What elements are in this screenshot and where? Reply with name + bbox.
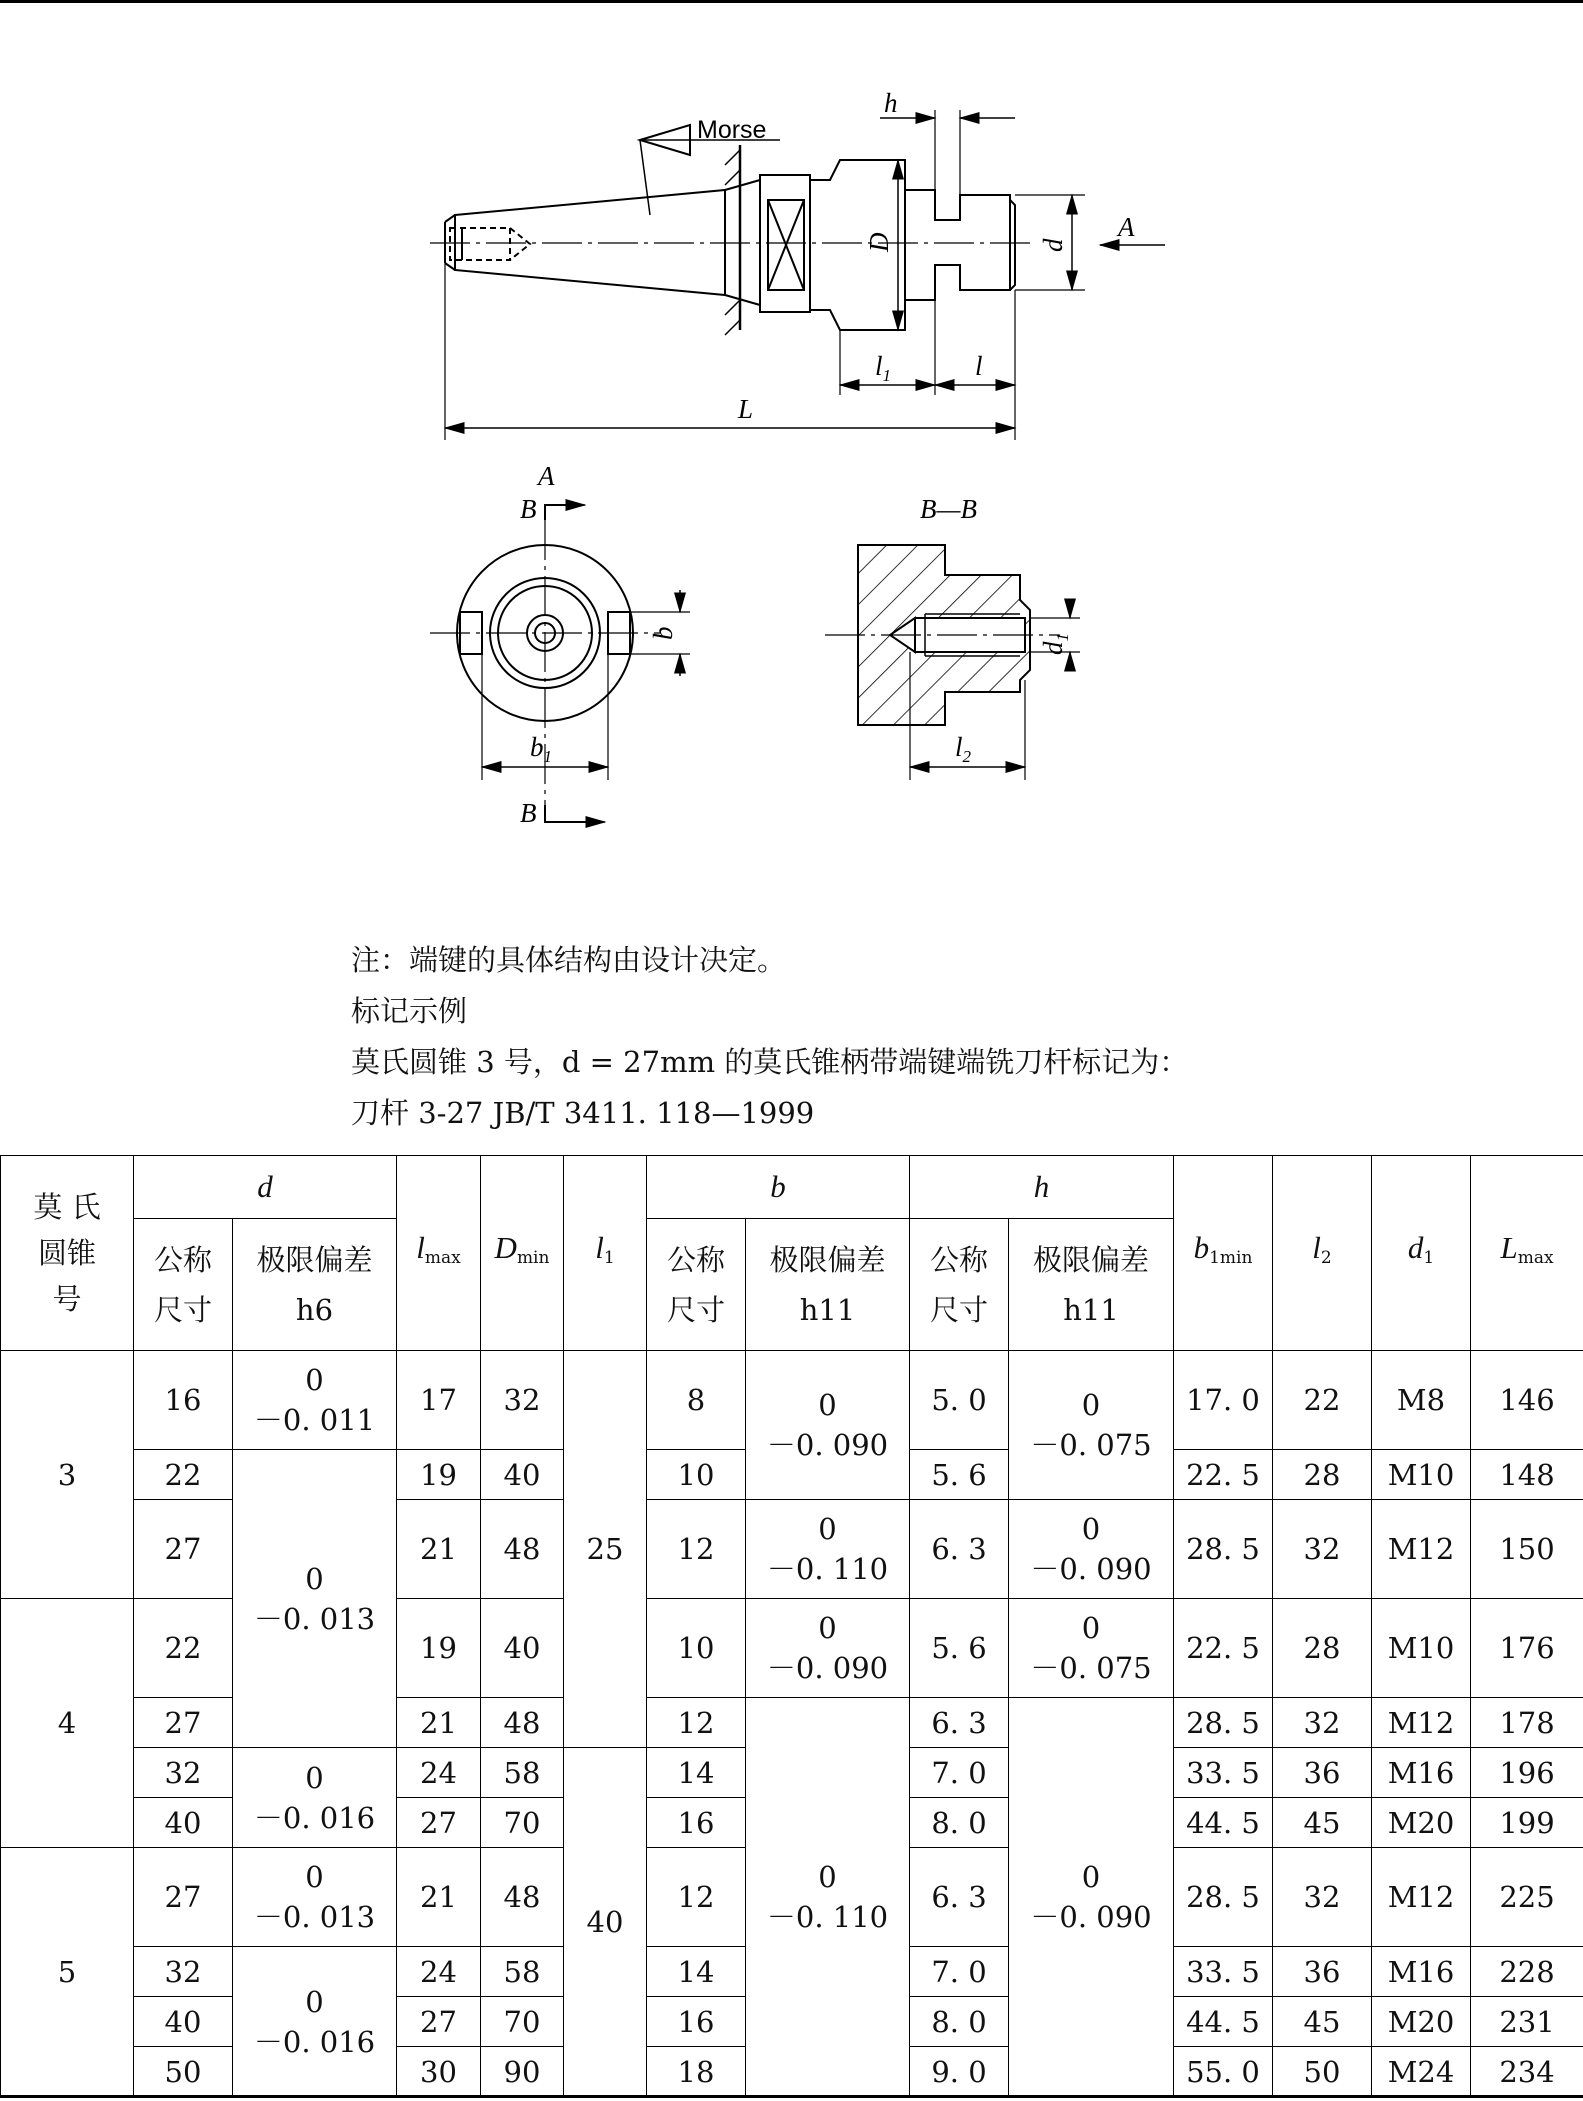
header-d: d [134,1156,397,1219]
l2: 32 [1273,1500,1372,1599]
d-nominal: 32 [134,1748,233,1798]
b-nominal: 16 [647,1798,746,1848]
section-title: B—B [920,494,977,524]
l-max: 19 [397,1599,481,1698]
l2: 32 [1273,1698,1372,1748]
D-min: 70 [481,1798,564,1848]
b1-min: 28. 5 [1174,1698,1273,1748]
h-tol: 0 －0. 090 [1009,1500,1174,1599]
header-d1: $d_1$ [1372,1156,1471,1351]
l2: 28 [1273,1599,1372,1698]
L-max: 234 [1471,2047,1583,2097]
h-tol: 0 －0. 075 [1009,1599,1174,1698]
dim-b1-label: $b_1$ [530,732,552,766]
l2: 32 [1273,1848,1372,1947]
dim-l-label: l [975,351,983,381]
d-tol: 0 －0. 013 [233,1848,397,1947]
spec-table [0,1155,1583,2097]
d-nominal: 27 [134,1848,233,1947]
header-l1: $l_1$ [564,1156,647,1351]
notes-block [351,935,1188,1139]
l-max: 27 [397,1798,481,1848]
D-min: 58 [481,1947,564,1997]
l-max: 27 [397,1997,481,2047]
b1-min: 22. 5 [1174,1599,1273,1698]
b-tol: 0 －0. 090 [746,1351,910,1500]
d1: M24 [1372,2047,1471,2097]
h-nominal: 7. 0 [910,1947,1009,1997]
morse-label: Morse [697,116,767,144]
header-b-tol: 极限偏差 h11 [746,1219,910,1351]
D-min: 40 [481,1599,564,1698]
header-b-nominal: 公称 尺寸 [647,1219,746,1351]
example-mark: 刀杆 3-27 JB/T 3411. 118—1999 [351,1096,815,1130]
b-tol: 0 －0. 110 [746,1698,910,2097]
header-d-tol: 极限偏差 h6 [233,1219,397,1351]
d1: M8 [1372,1351,1471,1450]
L-max: 178 [1471,1698,1583,1748]
b1-min: 33. 5 [1174,1947,1273,1997]
header-b: b [647,1156,910,1219]
l-max: 24 [397,1748,481,1798]
header-morse-no: 莫 氏 圆锥号 [1,1156,134,1351]
section-B-bottom: B [520,798,537,828]
dim-l2-label: $l_2$ [955,732,972,766]
l-max: 30 [397,2047,481,2097]
d1: M12 [1372,1848,1471,1947]
dim-d1-label: $d_1$ [1038,633,1072,655]
dim-h-label: h [884,88,898,118]
section-marker-A: A [538,461,555,491]
D-min: 40 [481,1450,564,1500]
b1-min: 28. 5 [1174,1500,1273,1599]
dim-D-label: D [864,232,894,252]
h-tol: 0 －0. 075 [1009,1351,1174,1500]
l2: 28 [1273,1450,1372,1500]
d1: M12 [1372,1698,1471,1748]
d-nominal: 40 [134,1798,233,1848]
bottom-rule [0,2095,1583,2098]
d-tol: 0 －0. 016 [233,1947,397,2097]
section-BB [825,545,1080,780]
h-nominal: 8. 0 [910,1798,1009,1848]
note-text: 注：端键的具体结构由设计决定。 [351,943,787,977]
header-L-max: $L_{max}$ [1471,1156,1583,1351]
h-nominal: 5. 0 [910,1351,1009,1450]
h-tol: 0 －0. 090 [1009,1698,1174,2097]
example-text: 莫氏圆锥 3 号，d = 27mm 的莫氏锥柄带端键端铣刀杆标记为： [351,1045,1189,1079]
b-nominal: 14 [647,1748,746,1798]
d-tol: 0 －0. 016 [233,1748,397,1848]
b-tol: 0 －0. 090 [746,1599,910,1698]
D-min: 32 [481,1351,564,1450]
dim-L-label: L [738,394,754,424]
b1-min: 17. 0 [1174,1351,1273,1450]
l2: 45 [1273,1798,1372,1848]
b-nominal: 8 [647,1351,746,1450]
b1-min: 33. 5 [1174,1748,1273,1798]
l2: 45 [1273,1997,1372,2047]
d1: M20 [1372,1798,1471,1848]
l2: 36 [1273,1947,1372,1997]
d-tol: 0 －0. 011 [233,1351,397,1450]
b-nominal: 16 [647,1997,746,2047]
morse-cell: 3 [1,1351,134,1599]
b1-min: 28. 5 [1174,1848,1273,1947]
example-title: 标记示例 [351,994,468,1028]
b1-min: 44. 5 [1174,1798,1273,1848]
d-nominal: 27 [134,1500,233,1599]
header-h-nominal: 公称 尺寸 [910,1219,1009,1351]
l-max: 21 [397,1848,481,1947]
b-tol: 0 －0. 110 [746,1500,910,1599]
l2: 36 [1273,1748,1372,1798]
header-h-tol: 极限偏差 h11 [1009,1219,1174,1351]
d1: M10 [1372,1450,1471,1500]
L-max: 148 [1471,1450,1583,1500]
d-nominal: 22 [134,1450,233,1500]
h-nominal: 9. 0 [910,2047,1009,2097]
dim-b-label: b [648,626,678,640]
L-max: 199 [1471,1798,1583,1848]
L-max: 228 [1471,1947,1583,1997]
l-max: 19 [397,1450,481,1500]
L-max: 225 [1471,1848,1583,1947]
l1-cell: 40 [564,1748,647,2097]
b-nominal: 12 [647,1500,746,1599]
D-min: 48 [481,1848,564,1947]
l-max: 17 [397,1351,481,1450]
header-D-min: $D_{min}$ [481,1156,564,1351]
morse-cell: 4 [1,1599,134,1848]
d-nominal: 16 [134,1351,233,1450]
d-nominal: 50 [134,2047,233,2097]
l-max: 21 [397,1698,481,1748]
d-nominal: 40 [134,1997,233,2047]
morse-cell: 5 [1,1848,134,2097]
l-max: 21 [397,1500,481,1599]
b-nominal: 10 [647,1450,746,1500]
b1-min: 22. 5 [1174,1450,1273,1500]
d-nominal: 27 [134,1698,233,1748]
D-min: 90 [481,2047,564,2097]
D-min: 70 [481,1997,564,2047]
header-b1-min: $b_{1min}$ [1174,1156,1273,1351]
L-max: 196 [1471,1748,1583,1798]
d1: M20 [1372,1997,1471,2047]
d1: M10 [1372,1599,1471,1698]
h-nominal: 8. 0 [910,1997,1009,2047]
dim-l1-label: $l_1$ [875,351,892,385]
header-h: h [910,1156,1174,1219]
b1-min: 55. 0 [1174,2047,1273,2097]
d1: M12 [1372,1500,1471,1599]
l2: 50 [1273,2047,1372,2097]
b-nominal: 10 [647,1599,746,1698]
technical-drawing [0,0,1583,920]
l1-cell: 25 [564,1351,647,1748]
L-max: 176 [1471,1599,1583,1698]
d1: M16 [1372,1947,1471,1997]
d-nominal: 22 [134,1599,233,1698]
d1: M16 [1372,1748,1471,1798]
arbor-side-view [430,110,1165,440]
D-min: 58 [481,1748,564,1798]
D-min: 48 [481,1500,564,1599]
b-nominal: 14 [647,1947,746,1997]
section-B-top: B [520,494,537,524]
d-nominal: 32 [134,1947,233,1997]
header-d-nominal: 公称 尺寸 [134,1219,233,1351]
b-nominal: 12 [647,1698,746,1748]
L-max: 146 [1471,1351,1583,1450]
view-A-label: A [1118,212,1135,242]
b1-min: 44. 5 [1174,1997,1273,2047]
h-nominal: 6. 3 [910,1698,1009,1748]
D-min: 48 [481,1698,564,1748]
l-max: 24 [397,1947,481,1997]
h-nominal: 7. 0 [910,1748,1009,1798]
h-nominal: 5. 6 [910,1599,1009,1698]
end-view-A [430,505,690,822]
dim-d-label: d [1038,238,1068,252]
L-max: 231 [1471,1997,1583,2047]
header-l-max: $l_{max}$ [397,1156,481,1351]
h-nominal: 6. 3 [910,1848,1009,1947]
header-l2: $l_2$ [1273,1156,1372,1351]
h-nominal: 5. 6 [910,1450,1009,1500]
b-nominal: 12 [647,1848,746,1947]
l2: 22 [1273,1351,1372,1450]
h-nominal: 6. 3 [910,1500,1009,1599]
L-max: 150 [1471,1500,1583,1599]
d-tol: 0 －0. 013 [233,1450,397,1748]
b-nominal: 18 [647,2047,746,2097]
